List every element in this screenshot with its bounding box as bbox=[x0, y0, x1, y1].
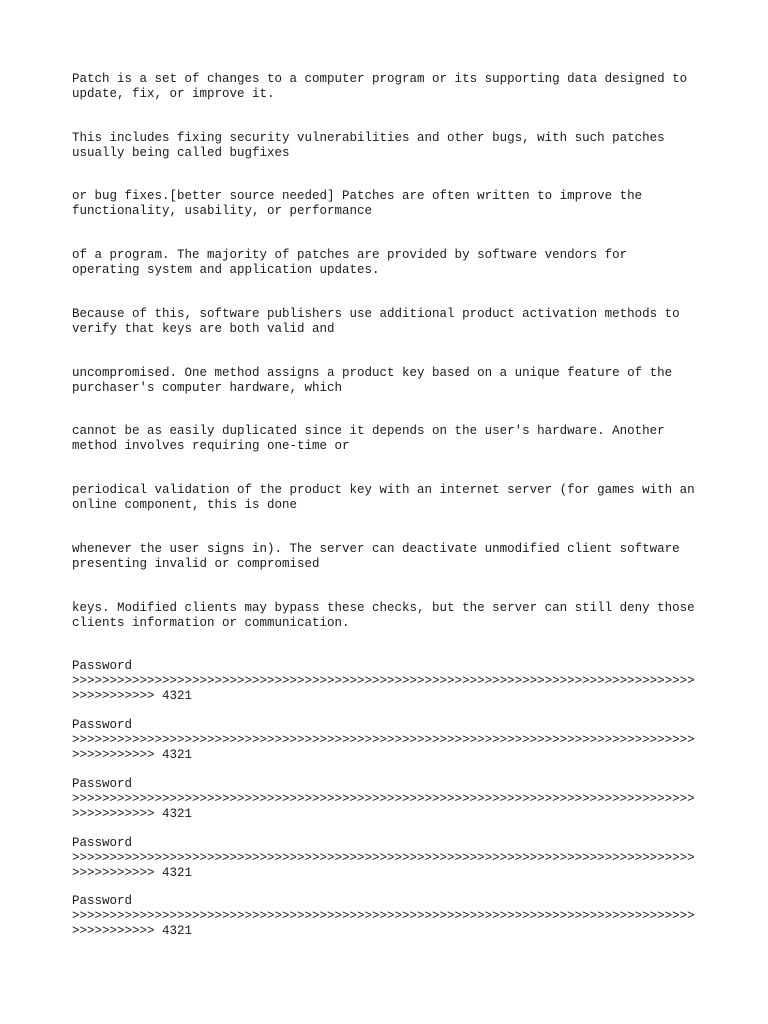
password-label: Password bbox=[72, 836, 133, 850]
password-value-line: >>>>>>>>>>> 4321 bbox=[72, 689, 193, 703]
password-entry bbox=[72, 718, 712, 763]
password-entry bbox=[72, 894, 712, 939]
password-entry bbox=[72, 777, 712, 822]
password-mask-line: >>>>>>>>>>>>>>>>>>>>>>>>>>>>>>>>>>>>>>>>>>>>>>>>>>>>>>>>>>>>>>>>>>>>>>>>>>>>>>>>>>> bbox=[72, 909, 695, 923]
password-value-line: >>>>>>>>>>> 4321 bbox=[72, 748, 193, 762]
password-value-line: >>>>>>>>>>> 4321 bbox=[72, 866, 193, 880]
password-entry bbox=[72, 659, 712, 704]
paragraph-9: whenever the user signs in). The server can deactivate unmodified client software presenting invalid or compromised bbox=[72, 542, 680, 571]
password-label: Password bbox=[72, 718, 133, 732]
paragraph-6: uncompromised. One method assigns a product key based on a unique feature of the purchaser's computer hardware, which bbox=[72, 366, 673, 395]
paragraph-10: keys. Modified clients may bypass these checks, but the server can still deny those clients information or communication. bbox=[72, 601, 695, 630]
password-value-line: >>>>>>>>>>> 4321 bbox=[72, 807, 193, 821]
password-label: Password bbox=[72, 659, 133, 673]
paragraph-5: Because of this, software publishers use additional product activation methods to verify that keys are both valid and bbox=[72, 307, 680, 336]
password-mask-line: >>>>>>>>>>>>>>>>>>>>>>>>>>>>>>>>>>>>>>>>>>>>>>>>>>>>>>>>>>>>>>>>>>>>>>>>>>>>>>>>>>> bbox=[72, 733, 695, 747]
password-entry bbox=[72, 836, 712, 881]
paragraph-3: or bug fixes.[better source needed] Patches are often written to improve the functionality, usability, or performance bbox=[72, 189, 643, 218]
password-value-line: >>>>>>>>>>> 4321 bbox=[72, 924, 193, 938]
paragraph-4: of a program. The majority of patches are provided by software vendors for operating system and application updates. bbox=[72, 248, 628, 277]
password-label: Password bbox=[72, 777, 133, 791]
password-mask-line: >>>>>>>>>>>>>>>>>>>>>>>>>>>>>>>>>>>>>>>>>>>>>>>>>>>>>>>>>>>>>>>>>>>>>>>>>>>>>>>>>>> bbox=[72, 674, 695, 688]
paragraph-7: cannot be as easily duplicated since it depends on the user's hardware. Another method involves requiring one-time or bbox=[72, 424, 665, 453]
paragraph-2: This includes fixing security vulnerabilities and other bugs, with such patches usually being called bugfixes bbox=[72, 131, 665, 160]
paragraph-1: Patch is a set of changes to a computer program or its supporting data designed to update, fix, or improve it. bbox=[72, 72, 688, 101]
password-mask-line: >>>>>>>>>>>>>>>>>>>>>>>>>>>>>>>>>>>>>>>>>>>>>>>>>>>>>>>>>>>>>>>>>>>>>>>>>>>>>>>>>>> bbox=[72, 851, 695, 865]
password-mask-line: >>>>>>>>>>>>>>>>>>>>>>>>>>>>>>>>>>>>>>>>>>>>>>>>>>>>>>>>>>>>>>>>>>>>>>>>>>>>>>>>>>> bbox=[72, 792, 695, 806]
paragraph-8: periodical validation of the product key with an internet server (for games with an online component, this is done bbox=[72, 483, 695, 512]
password-label: Password bbox=[72, 894, 133, 908]
